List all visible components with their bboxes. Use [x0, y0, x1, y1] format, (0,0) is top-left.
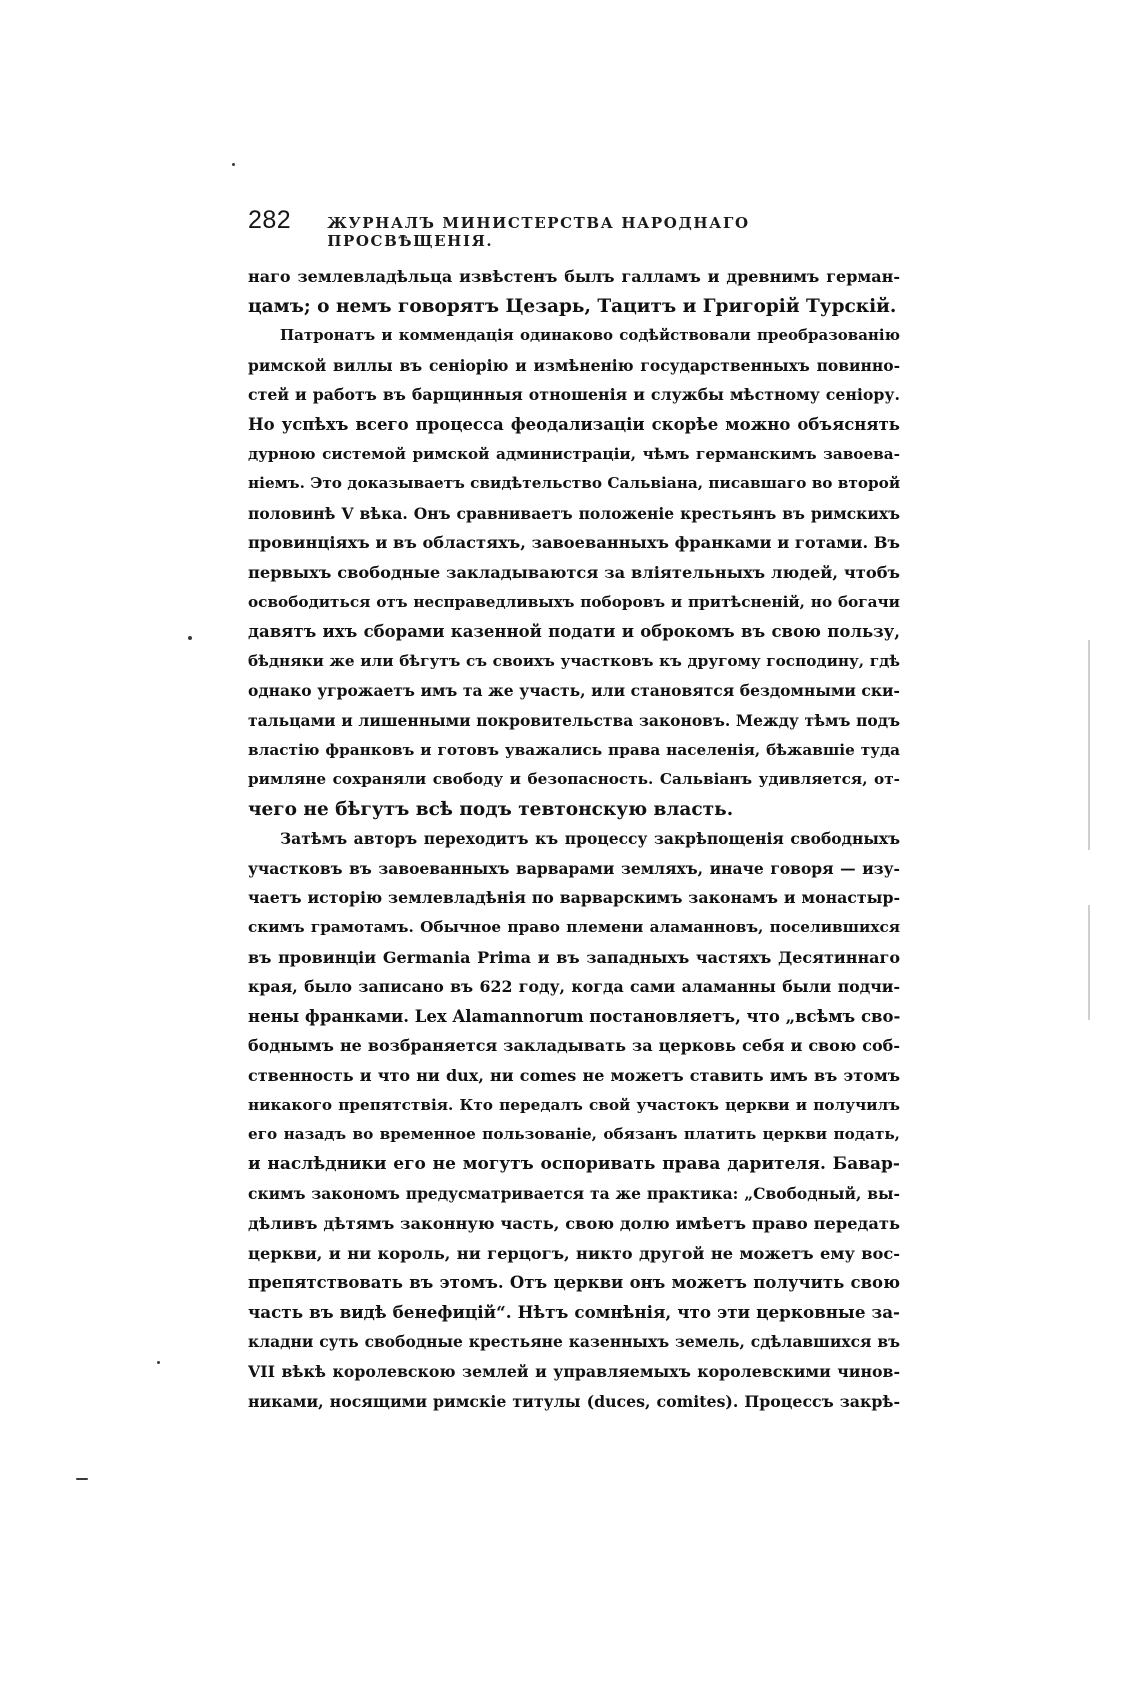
text-line: цамъ; о немъ говорятъ Цезарь, Тацитъ и Григорій Турскій.	[248, 295, 897, 317]
text-line: римляне сохраняли свободу и безопасность. Сальвіанъ удивляется, от-	[248, 770, 900, 789]
scan-speck	[188, 636, 192, 640]
text-line: провинціяхъ и въ областяхъ, завоеванныхъ франками и готами. Въ	[248, 533, 900, 553]
page-number: 282	[248, 206, 292, 234]
text-line: скимъ закономъ предусматривается та же практика: „Свободный, вы-	[248, 1184, 900, 1204]
text-line: чаетъ исторію землевладѣнія по варварскимъ законамъ и монастыр-	[248, 888, 900, 908]
text-line: дурною системой римской администраціи, чѣмъ германскимъ завоева-	[248, 444, 900, 463]
text-line: давятъ ихъ сборами казенной подати и оброкомъ въ свою пользу,	[248, 622, 900, 642]
scan-margin-line	[1088, 640, 1090, 850]
text-line: часть въ видѣ бенефицій“. Нѣтъ сомнѣнія, что эти церковные за-	[248, 1301, 900, 1322]
text-line: однако угрожаетъ имъ та же участь, или становятся бездомными ски-	[248, 681, 900, 701]
text-line: стей и работъ въ барщинныя отношенія и службы мѣстному сеніору.	[248, 385, 900, 405]
scan-speck	[76, 1478, 88, 1480]
text-line: въ провинціи Germania Prima и въ западныхъ частяхъ Десятиннаго	[248, 947, 900, 967]
text-line: Патронатъ и коммендація одинаково содѣйствовали преобразованію	[280, 326, 900, 345]
running-title: ЖУРНАЛЪ МИНИСТЕРСТВА НАРОДНАГО ПРОСВѢЩЕНІЯ.	[327, 214, 750, 250]
text-line: кладни суть свободные крестьяне казенныхъ земель, сдѣлавшихся въ	[248, 1332, 900, 1352]
text-line: нены франками. Lex Alamannorum постановляетъ, что „всѣмъ сво-	[248, 1006, 900, 1026]
text-line: никакого препятствія. Кто передалъ свой участокъ церкви и получилъ	[248, 1095, 900, 1114]
text-line: скимъ грамотамъ. Обычное право племени аламанновъ, поселившихся	[248, 918, 900, 937]
text-line: церкви, и ни король, ни герцогъ, никто другой не можетъ ему вос-	[248, 1243, 900, 1263]
text-line: дѣливъ дѣтямъ законную часть, свою долю имѣетъ право передать	[248, 1214, 900, 1233]
scan-speck	[157, 1361, 160, 1364]
text-line: ніемъ. Это доказываетъ свидѣтельство Сальвіана, писавшаго во второй	[248, 474, 900, 493]
text-line: первыхъ свободные закладываются за вліятельныхъ людей, чтобъ	[248, 562, 900, 582]
text-line: римской виллы въ сеніорію и измѣненію государственныхъ повинно-	[248, 355, 900, 375]
text-line: боднымъ не возбраняется закладывать за церковь себя и свою соб-	[248, 1036, 900, 1056]
text-line: Но успѣхъ всего процесса феодализаціи скорѣе можно объяснять	[248, 414, 900, 434]
text-line: и наслѣдники его не могутъ оспоривать права дарителя. Бавар-	[248, 1153, 900, 1174]
text-line: властію франковъ и готовъ уважались права населенія, бѣжавшіе туда	[248, 740, 900, 759]
text-line: чего не бѣгутъ всѣ подъ тевтонскую власть.	[248, 798, 734, 820]
text-line: наго землевладѣльца извѣстенъ былъ галламъ и древнимъ герман-	[248, 267, 900, 286]
scan-speck	[232, 163, 235, 166]
text-line: половинѣ V вѣка. Онъ сравниваетъ положеніе крестьянъ въ римскихъ	[248, 503, 900, 523]
text-line: участковъ въ завоеванныхъ варварами земляхъ, иначе говоря — изу-	[248, 858, 900, 878]
body-text	[248, 262, 900, 1416]
scan-margin-line	[1088, 905, 1090, 1020]
text-line: тальцами и лишенными покровительства законовъ. Между тѣмъ подъ	[248, 710, 900, 730]
text-line: бѣдняки же или бѣгутъ съ своихъ участковъ къ другому господину, гдѣ	[248, 651, 900, 670]
text-line: края, было записано въ 622 году, когда сами аламанны были подчи-	[248, 977, 900, 997]
text-line: освободиться отъ несправедливыхъ поборовъ и притѣсненій, но богачи	[248, 592, 900, 611]
text-line: ственность и что ни dux, ни comes не можетъ ставить имъ въ этомъ	[248, 1066, 900, 1086]
text-line: Затѣмъ авторъ переходитъ къ процессу закрѣпощенія свободныхъ	[280, 829, 900, 849]
text-line: VII вѣкѣ королевскою землей и управляемыхъ королевскими чинов-	[248, 1361, 900, 1381]
text-line: никами, носящими римскіе титулы (duces, comites). Процессъ закрѣ-	[248, 1391, 900, 1411]
page-header	[248, 206, 898, 250]
text-line: препятствовать въ этомъ. Отъ церкви онъ можетъ получить свою	[248, 1273, 900, 1293]
text-line: его назадъ во временное пользованіе, обязанъ платить церкви подать,	[248, 1125, 900, 1144]
